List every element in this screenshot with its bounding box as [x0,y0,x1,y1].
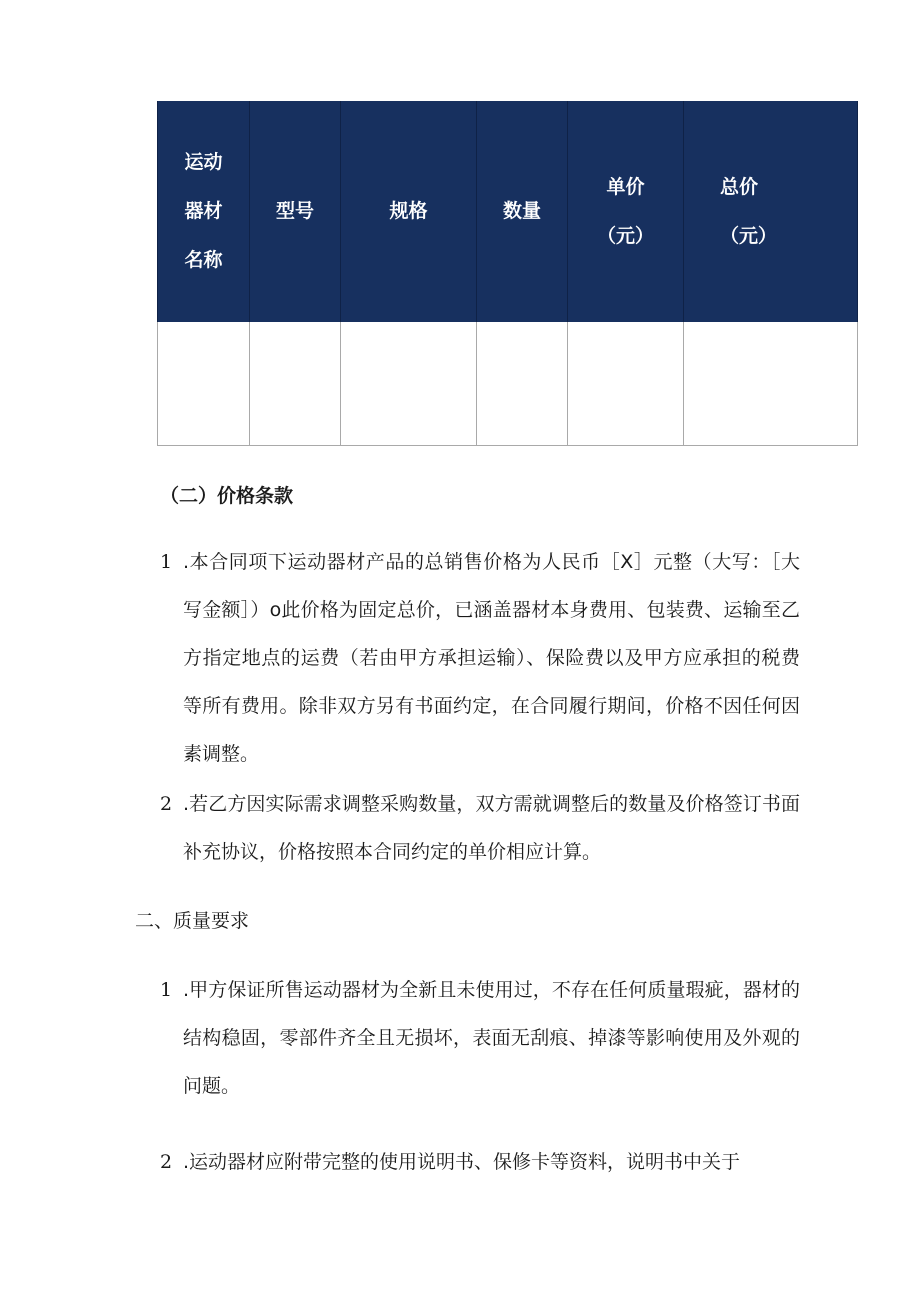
item-number: 1 [160,979,173,1001]
item-text: .若乙方因实际需求调整采购数量，双方需就调整后的数量及价格签订书面补充协议，价格按照本合同约定的单价相应计算。 [183,793,800,863]
product-table [157,101,858,446]
table-cell [341,322,477,446]
quality-item-2 [160,1138,800,1186]
item-text: .本合同项下运动器材产品的总销售价格为人民币［X］元整（大写：［大写金额］）o此价格为固定总价，已涵盖器材本身费用、包装费、运输至乙方指定地点的运费（若由甲方承担运输）、保险费以及甲方应承担的税费等所有费用。除非双方另有书面约定，在合同履行期间，价格不因任何因素调整。 [183,551,800,765]
price-item-1 [160,538,800,778]
item-text: .甲方保证所售运动器材为全新且未使用过，不存在任何质量瑕疵，器材的结构稳固，零部件齐全且无损坏，表面无刮痕、掉漆等影响使用及外观的问题。 [183,979,800,1097]
price-item-2 [160,780,800,876]
quality-item-1 [160,966,800,1110]
item-number: 2 [160,1151,173,1173]
table-cell [158,322,250,446]
quality-section-title: 二、质量要求 [135,910,250,932]
product-table-wrapper [157,101,778,446]
item-text: .运动器材应附带完整的使用说明书、保修卡等资料，说明书中关于 [183,1151,741,1173]
table-cell [684,322,858,446]
item-number: 2 [160,793,173,815]
table-cell [250,322,341,446]
item-number: 1 [160,551,173,573]
table-row [158,322,858,446]
price-section-title: （二）价格条款 [160,485,294,507]
header-equipment-name: 运动 器材 名称 [158,101,250,322]
table-cell [477,322,568,446]
header-quantity: 数量 [477,101,568,322]
table-header-row [158,101,858,322]
table-cell [568,322,684,446]
header-spec: 规格 [341,101,477,322]
header-total-price: 总价 （元） [684,101,858,322]
header-model: 型号 [250,101,341,322]
header-unit-price: 单价 （元） [568,101,684,322]
